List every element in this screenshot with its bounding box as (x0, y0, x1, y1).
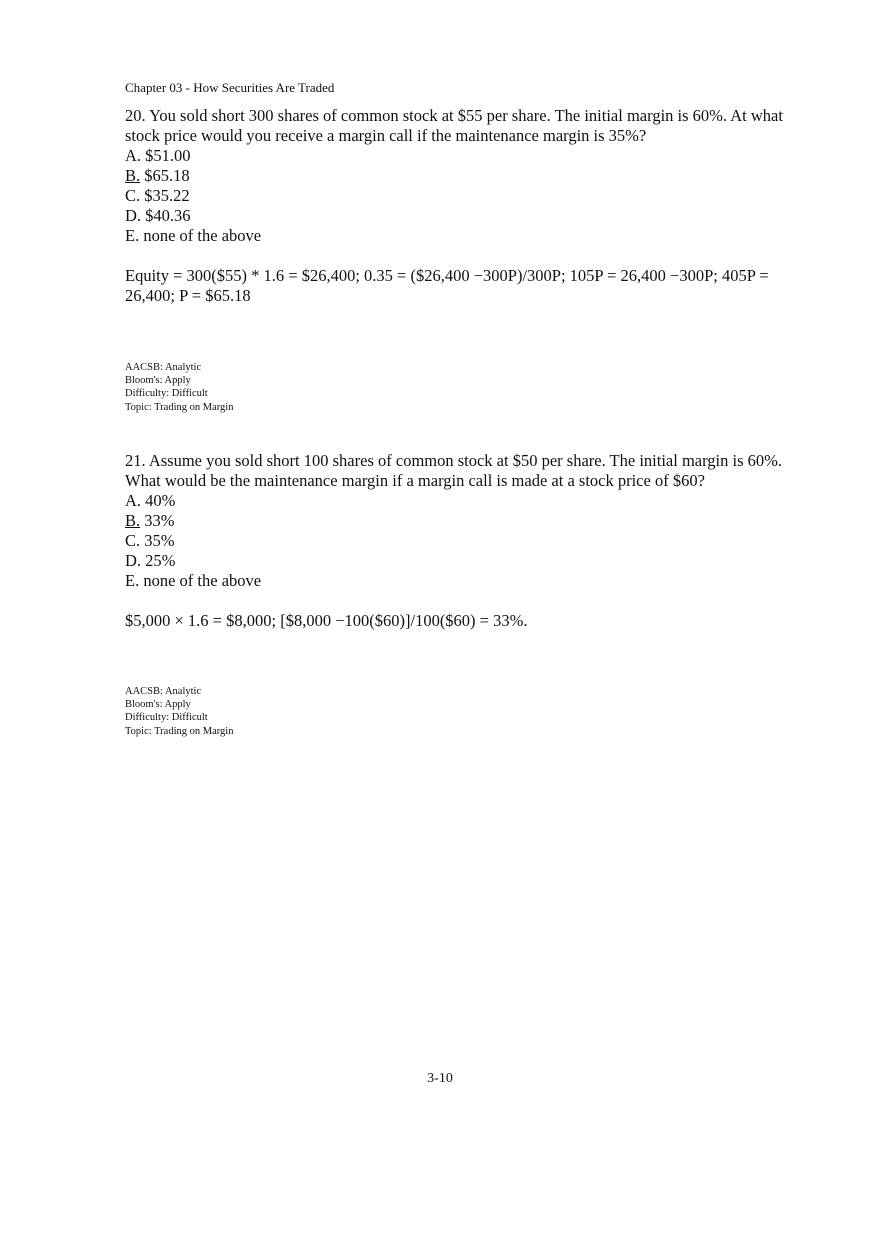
answer-explanation: $5,000 × 1.6 = $8,000; [$8,000 −100($60)]/100($60) = 33%. (125, 611, 528, 630)
answer-option-c (125, 531, 785, 551)
meta-blooms: Bloom's: Apply (125, 375, 191, 387)
question-stem: 20. You sold short 300 shares of common stock at $55 per share. The initial margin is 60%. At what stock price would you receive a margin call if the maintenance margin is 35%? (125, 106, 783, 145)
answer-option-e (125, 226, 785, 246)
answer-options (125, 146, 785, 246)
option-letter: C. (125, 531, 141, 550)
option-text: $65.18 (144, 166, 190, 185)
option-text: 33% (144, 511, 175, 530)
answer-option-c (125, 186, 785, 206)
meta-aacsb: AACSB: Analytic (125, 362, 202, 373)
meta-topic: Topic: Trading on Margin (125, 725, 234, 737)
answer-option-e (125, 571, 785, 591)
option-letter: E. (125, 226, 140, 245)
question-metadata (125, 685, 233, 738)
question-21 (125, 451, 785, 631)
answer-option-b (125, 511, 785, 531)
option-letter: C. (125, 186, 141, 205)
option-letter: A. (125, 146, 142, 165)
question-20 (125, 106, 785, 306)
answer-option-b (125, 166, 785, 186)
option-text: $40.36 (145, 206, 191, 225)
chapter-header: Chapter 03 - How Securities Are Traded (125, 80, 335, 95)
option-text: 25% (145, 551, 176, 570)
option-text: none of the above (143, 226, 262, 245)
option-letter: E. (125, 571, 140, 590)
question-stem: 21. Assume you sold short 100 shares of common stock at $50 per share. The initial margin is 60%. What would be the maintenance margin if a margin call is made at a stock price of $60? (125, 451, 783, 490)
answer-option-d (125, 551, 785, 571)
meta-topic: Topic: Trading on Margin (125, 401, 234, 413)
option-text: 40% (145, 491, 176, 510)
meta-blooms: Bloom's: Apply (125, 699, 191, 711)
answer-option-d (125, 206, 785, 226)
option-text: $51.00 (145, 146, 191, 165)
option-text: $35.22 (144, 186, 190, 205)
question-metadata (125, 361, 233, 414)
meta-difficulty: Difficulty: Difficult (125, 388, 208, 400)
meta-difficulty: Difficulty: Difficult (125, 712, 208, 724)
option-letter: D. (125, 551, 142, 570)
answer-explanation: Equity = 300($55) * 1.6 = $26,400; 0.35 = ($26,400 −300P)/300P; 105P = 26,400 −300P; 405P = 26,400; P = $65.18 (125, 266, 769, 305)
option-letter: D. (125, 206, 142, 225)
answer-option-a (125, 491, 785, 511)
option-letter-correct: B. (125, 166, 141, 185)
meta-aacsb: AACSB: Analytic (125, 686, 202, 697)
answer-options (125, 491, 785, 591)
option-text: 35% (144, 531, 175, 550)
option-letter: A. (125, 491, 142, 510)
page-number: 3-10 (427, 1071, 453, 1086)
option-letter-correct: B. (125, 511, 141, 530)
answer-option-a (125, 146, 785, 166)
option-text: none of the above (143, 571, 262, 590)
